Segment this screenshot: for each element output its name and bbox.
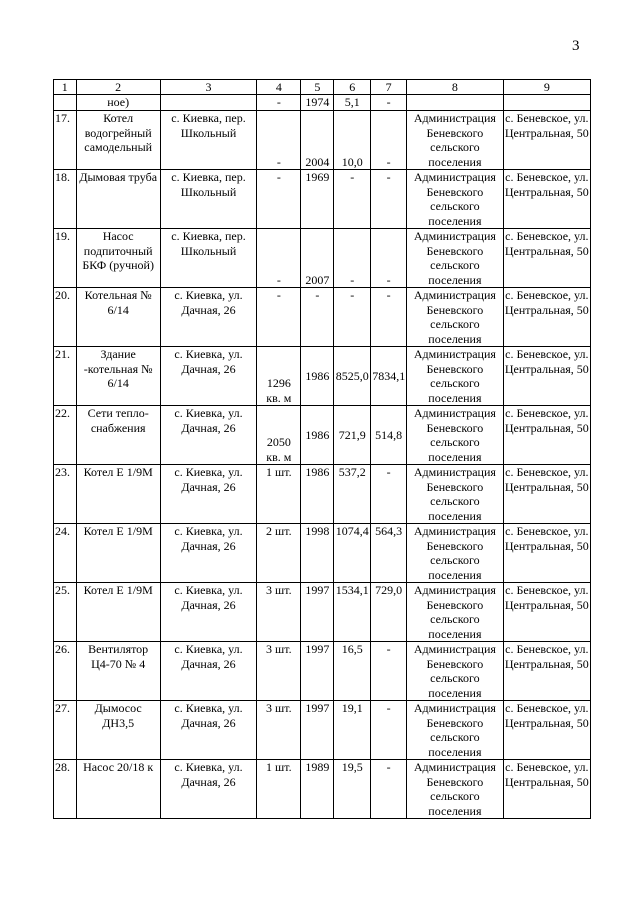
table-cell: с. Киевка, пер. Школьный	[160, 229, 257, 288]
table-cell: с. Беневское, ул. Центральная, 50	[503, 111, 590, 170]
table-cell: 19,5	[334, 760, 371, 819]
row-number-cell: 17.	[54, 111, 77, 170]
table-cell: с. Беневское, ул. Центральная, 50	[503, 642, 590, 701]
header-cell: 3	[160, 80, 257, 95]
table-cell: 1997	[301, 642, 334, 701]
row-number-cell: 22.	[54, 406, 77, 465]
table-cell: Котел Е 1/9М	[76, 465, 160, 524]
table-cell: Администрация Беневского сельского поселения	[407, 406, 504, 465]
row-number-cell: 25.	[54, 583, 77, 642]
table-cell: с. Беневское, ул. Центральная, 50	[503, 347, 590, 406]
table-cell: 1534,1	[334, 583, 371, 642]
table-cell: 1969	[301, 170, 334, 229]
table-row	[54, 524, 591, 583]
table-cell: с. Киевка, пер. Школьный	[160, 111, 257, 170]
table-cell: 3 шт.	[257, 642, 301, 701]
table-cell: с. Беневское, ул. Центральная, 50	[503, 229, 590, 288]
table-cell: с. Беневское, ул. Центральная, 50	[503, 701, 590, 760]
table-cell: Котел водогрейный самодельный	[76, 111, 160, 170]
table-row	[54, 111, 591, 170]
table-cell: 2004	[301, 111, 334, 170]
table-cell: 1997	[301, 701, 334, 760]
table-row	[54, 347, 591, 406]
table-cell	[160, 95, 257, 111]
table-cell: Сети тепло-снабжения	[76, 406, 160, 465]
table-cell: с. Беневское, ул. Центральная, 50	[503, 465, 590, 524]
table-cell: Администрация Беневского сельского поселения	[407, 583, 504, 642]
table-cell: 5,1	[334, 95, 371, 111]
table-cell: с. Киевка, ул. Дачная, 26	[160, 288, 257, 347]
row-number-cell: 23.	[54, 465, 77, 524]
table-cell: Здание -котельная № 6/14	[76, 347, 160, 406]
table-cell: 1974	[301, 95, 334, 111]
table-cell: -	[371, 229, 407, 288]
table-cell: Вентилятор Ц4-70 № 4	[76, 642, 160, 701]
table-cell: 16,5	[334, 642, 371, 701]
table-cell: 2 шт.	[257, 524, 301, 583]
table-cell: с. Киевка, ул. Дачная, 26	[160, 406, 257, 465]
table-cell: с. Киевка, ул. Дачная, 26	[160, 642, 257, 701]
table-cell: 721,9	[334, 406, 371, 465]
table-cell: Котельная № 6/14	[76, 288, 160, 347]
table-row	[54, 288, 591, 347]
table-cell: -	[371, 465, 407, 524]
table-cell: с. Беневское, ул. Центральная, 50	[503, 406, 590, 465]
continuation-row	[54, 95, 591, 111]
table-cell: с. Беневское, ул. Центральная, 50	[503, 524, 590, 583]
header-cell: 8	[407, 80, 504, 95]
header-cell: 9	[503, 80, 590, 95]
table-cell: с. Киевка, пер. Школьный	[160, 170, 257, 229]
table-cell: с. Киевка, ул. Дачная, 26	[160, 701, 257, 760]
table-cell: Администрация Беневского сельского поселения	[407, 229, 504, 288]
table-cell: 2007	[301, 229, 334, 288]
header-cell: 2	[76, 80, 160, 95]
row-number-cell: 20.	[54, 288, 77, 347]
table-cell	[407, 95, 504, 111]
table-cell: -	[371, 95, 407, 111]
row-number-cell: 21.	[54, 347, 77, 406]
table-cell: -	[371, 642, 407, 701]
table-cell: Дымовая труба	[76, 170, 160, 229]
table-cell: -	[371, 760, 407, 819]
table-cell: 514,8	[371, 406, 407, 465]
table-cell: -	[257, 229, 301, 288]
table-row	[54, 465, 591, 524]
property-registry-table	[53, 79, 591, 819]
table-cell: Администрация Беневского сельского поселения	[407, 347, 504, 406]
table-row	[54, 170, 591, 229]
table-cell: 2050 кв. м	[257, 406, 301, 465]
table-cell: 19,1	[334, 701, 371, 760]
table-cell: -	[257, 111, 301, 170]
table-cell: с. Беневское, ул. Центральная, 50	[503, 170, 590, 229]
table-cell: с. Киевка, ул. Дачная, 26	[160, 583, 257, 642]
table-cell: -	[371, 288, 407, 347]
row-number-cell: 27.	[54, 701, 77, 760]
table-cell: с. Киевка, ул. Дачная, 26	[160, 760, 257, 819]
table-cell: -	[371, 701, 407, 760]
table-cell: 1998	[301, 524, 334, 583]
table-row	[54, 229, 591, 288]
table-cell: Администрация Беневского сельского поселения	[407, 701, 504, 760]
table-cell: 1989	[301, 760, 334, 819]
table-cell	[503, 95, 590, 111]
table-cell: 8525,0	[334, 347, 371, 406]
table-cell: -	[371, 170, 407, 229]
row-number-cell: 24.	[54, 524, 77, 583]
table-cell: с. Киевка, ул. Дачная, 26	[160, 465, 257, 524]
table-cell: с. Беневское, ул. Центральная, 50	[503, 288, 590, 347]
table-row	[54, 701, 591, 760]
row-number-cell: 18.	[54, 170, 77, 229]
row-number-cell: 19.	[54, 229, 77, 288]
table-cell: 7834,1	[371, 347, 407, 406]
table-cell: Администрация Беневского сельского поселения	[407, 465, 504, 524]
table-cell: ное)	[76, 95, 160, 111]
table-cell: 1986	[301, 465, 334, 524]
table-row	[54, 406, 591, 465]
table-cell: Котел Е 1/9М	[76, 524, 160, 583]
table-cell: 1997	[301, 583, 334, 642]
table-cell	[54, 95, 77, 111]
header-cell: 6	[334, 80, 371, 95]
table-cell: 564,3	[371, 524, 407, 583]
table-cell: 729,0	[371, 583, 407, 642]
table-cell: 1 шт.	[257, 760, 301, 819]
table-cell: Администрация Беневского сельского поселения	[407, 288, 504, 347]
table-cell: с. Киевка, ул. Дачная, 26	[160, 524, 257, 583]
table-cell: -	[257, 170, 301, 229]
header-cell: 1	[54, 80, 77, 95]
table-row	[54, 642, 591, 701]
table-cell: -	[257, 95, 301, 111]
table-row	[54, 760, 591, 819]
table-cell: -	[334, 170, 371, 229]
table-header-row	[54, 80, 591, 95]
table-cell: Насос подпиточный БКФ (ручной)	[76, 229, 160, 288]
table-cell: с. Киевка, ул. Дачная, 26	[160, 347, 257, 406]
table-row	[54, 583, 591, 642]
row-number-cell: 26.	[54, 642, 77, 701]
table-cell: Администрация Беневского сельского поселения	[407, 170, 504, 229]
page-number: 3	[572, 38, 580, 54]
row-number-cell: 28.	[54, 760, 77, 819]
table-cell: Дымосос ДН3,5	[76, 701, 160, 760]
table-cell: -	[257, 288, 301, 347]
table-cell: -	[334, 229, 371, 288]
table-cell: Администрация Беневского сельского поселения	[407, 111, 504, 170]
table-cell: 3 шт.	[257, 583, 301, 642]
table-cell: Котел Е 1/9М	[76, 583, 160, 642]
table-cell: с. Беневское, ул. Центральная, 50	[503, 583, 590, 642]
table-cell: 10,0	[334, 111, 371, 170]
table-cell: Администрация Беневского сельского поселения	[407, 760, 504, 819]
table-cell: с. Беневское, ул. Центральная, 50	[503, 760, 590, 819]
table-cell: 1296 кв. м	[257, 347, 301, 406]
table-cell: 1986	[301, 406, 334, 465]
table-cell: 1986	[301, 347, 334, 406]
header-cell: 5	[301, 80, 334, 95]
table-cell: 3 шт.	[257, 701, 301, 760]
table-cell: 1074,4	[334, 524, 371, 583]
table-cell: -	[371, 111, 407, 170]
table-cell: 1 шт.	[257, 465, 301, 524]
header-cell: 7	[371, 80, 407, 95]
table-cell: 537,2	[334, 465, 371, 524]
header-cell: 4	[257, 80, 301, 95]
table-cell: Администрация Беневского сельского поселения	[407, 524, 504, 583]
table-cell: Администрация Беневского сельского поселения	[407, 642, 504, 701]
table-cell: -	[301, 288, 334, 347]
table-cell: Насос 20/18 к	[76, 760, 160, 819]
table-cell: -	[334, 288, 371, 347]
